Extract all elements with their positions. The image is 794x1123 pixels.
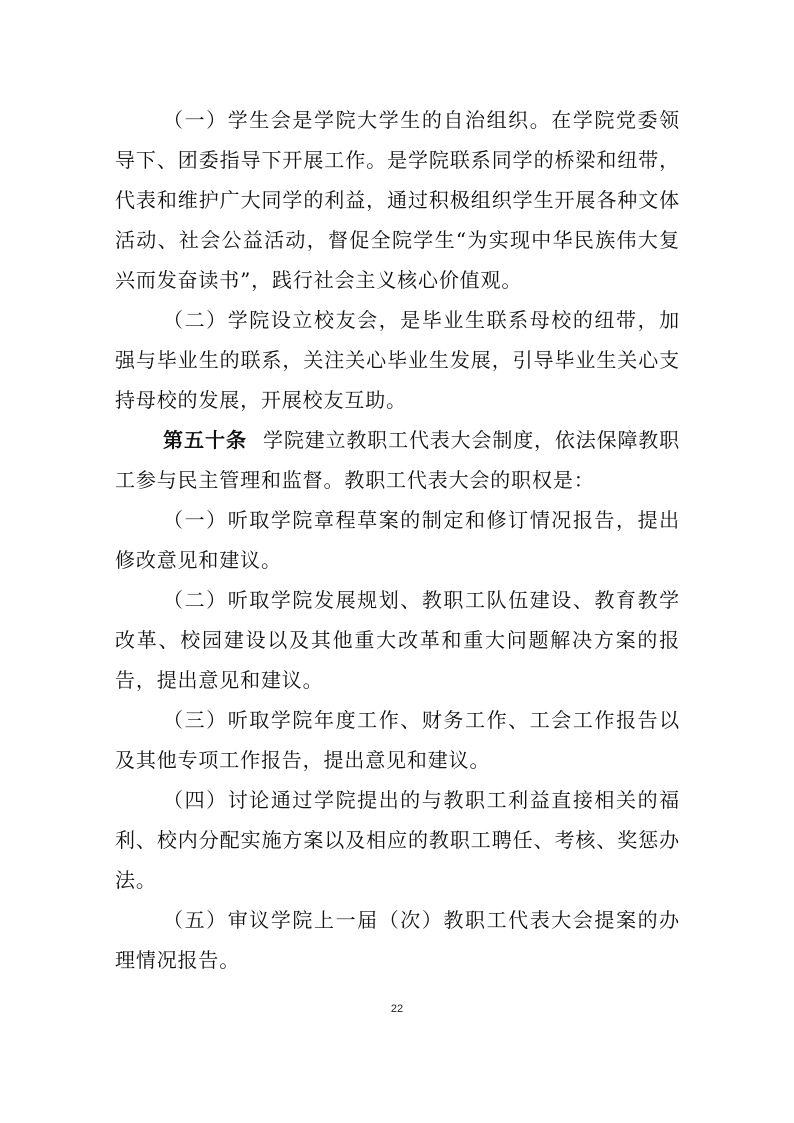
article-heading: 第五十条 [163,428,247,452]
paragraph-item-3 [115,700,680,780]
article-50-paragraph [115,420,680,500]
paragraph-item-5 [115,900,680,980]
paragraph-alumni-association [115,300,680,420]
paragraph-text: （一）学生会是学院大学生的自治组织。在学院党委领导下、团委指导下开展工作。是学院联系同学的桥梁和纽带，代表和维护广大同学的利益，通过积极组织学生开展各种文体活动、社会公益活动，督促全院学生“为实现中华民族伟大复兴而发奋读书”，践行社会主义核心价值观。 [115,108,680,292]
paragraph-text: （三）听取学院年度工作、财务工作、工会工作报告以及其他专项工作报告，提出意见和建议。 [115,708,680,772]
paragraph-item-4 [115,780,680,900]
paragraph-text: （二）听取学院发展规划、教职工队伍建设、教育教学改革、校园建设以及其他重大改革和重大问题解决方案的报告，提出意见和建议。 [115,588,680,692]
page-number: 22 [390,1003,404,1015]
paragraph-text: （四）讨论通过学院提出的与教职工利益直接相关的福利、校内分配实施方案以及相应的教职工聘任、考核、奖惩办法。 [115,788,680,892]
paragraph-item-2 [115,580,680,700]
paragraph-text: 学院建立教职工代表大会制度，依法保障教职工参与民主管理和监督。教职工代表大会的职权是： [115,428,680,492]
document-page [115,0,680,1123]
paragraph-student-union [115,100,680,300]
paragraph-text: （五）审议学院上一届（次）教职工代表大会提案的办理情况报告。 [115,908,680,972]
paragraph-item-1 [115,500,680,580]
paragraph-text: （一）听取学院章程草案的制定和修订情况报告，提出修改意见和建议。 [115,508,680,572]
paragraph-text: （二）学院设立校友会，是毕业生联系母校的纽带，加强与毕业生的联系，关注关心毕业生发展，引导毕业生关心支持母校的发展，开展校友互助。 [115,308,680,412]
